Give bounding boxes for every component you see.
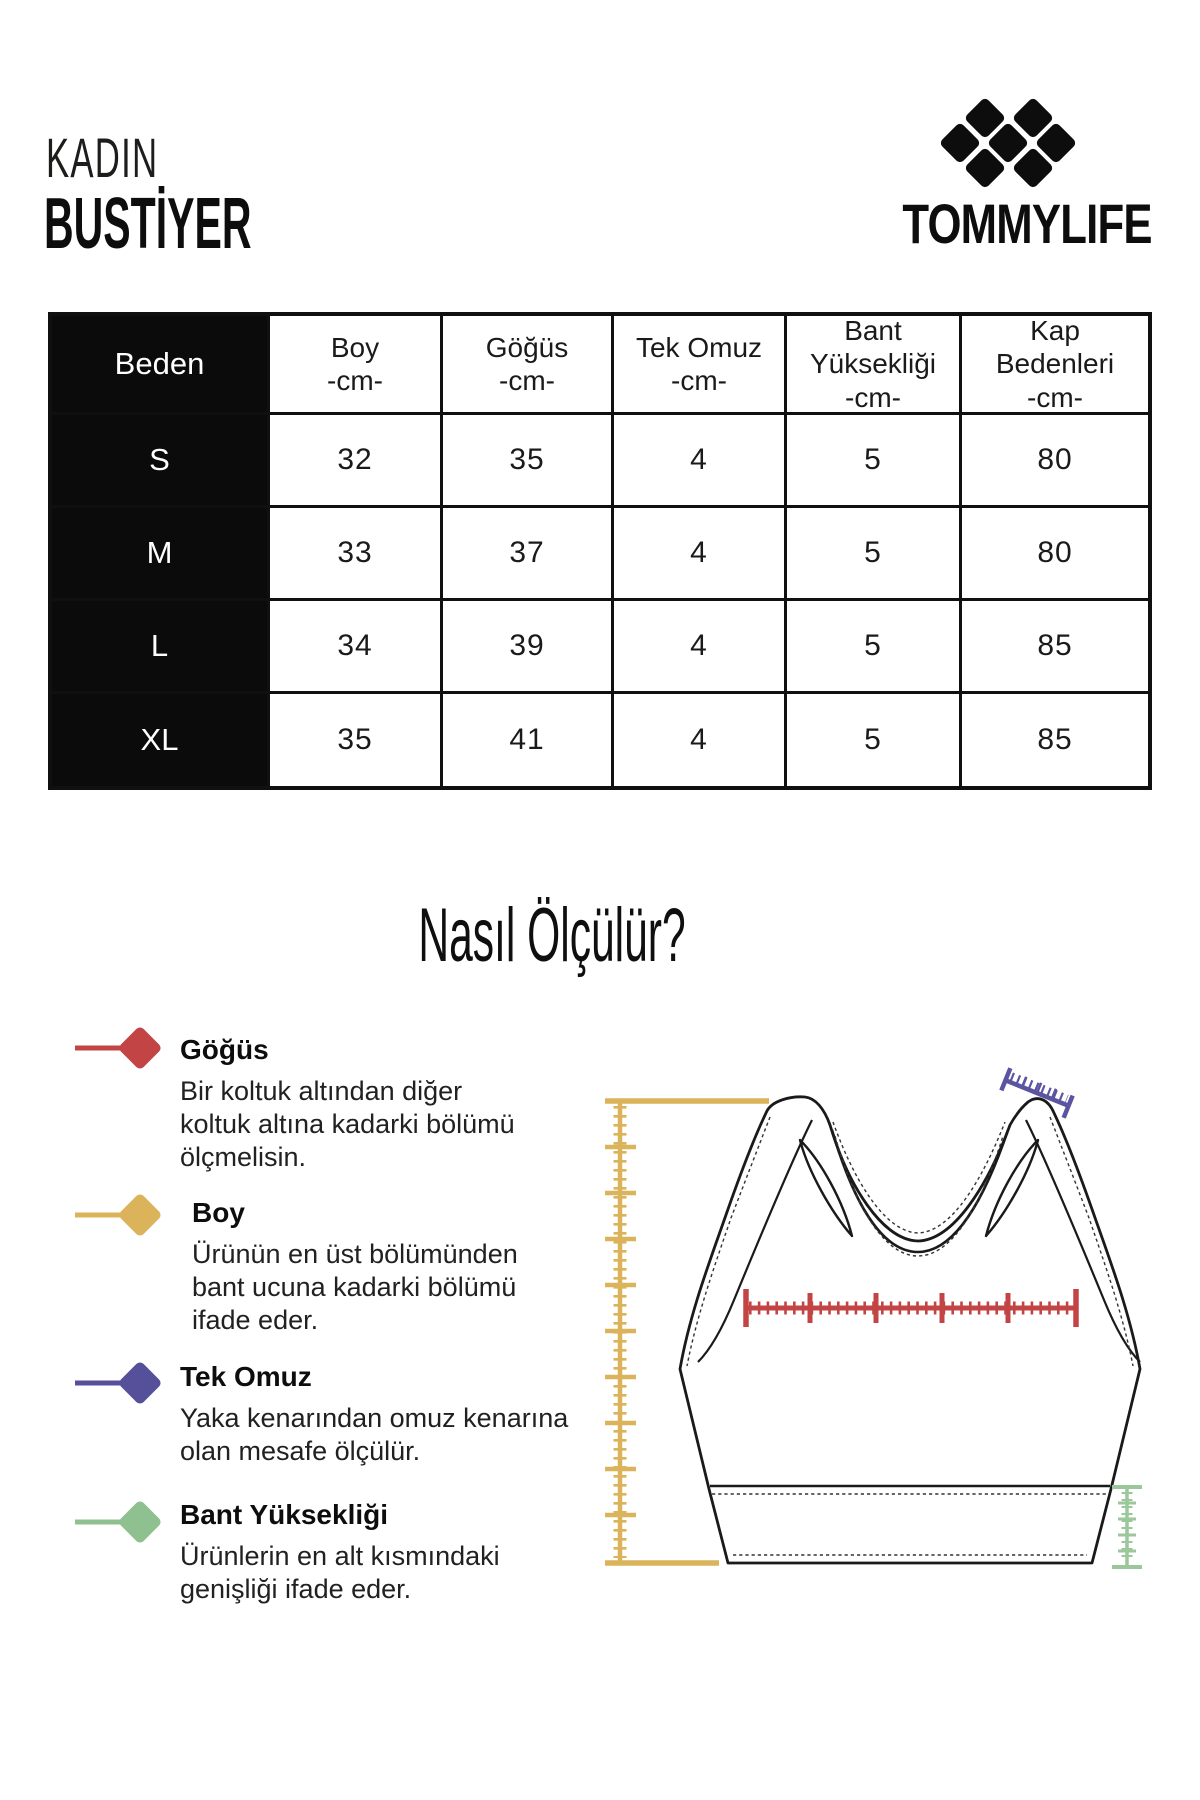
table-cell: 80 <box>962 415 1148 505</box>
table-cell: 5 <box>787 415 959 505</box>
legend-title: Boy <box>192 1197 245 1228</box>
column-header-tek-omuz: Tek Omuz -cm- <box>614 316 784 412</box>
row-label-m: M <box>52 508 267 598</box>
table-cell: 85 <box>962 601 1148 691</box>
table-corner-header: Beden <box>52 316 267 412</box>
legend-title: Bant Yüksekliği <box>180 1499 389 1530</box>
tek-omuz-diamond-icon <box>75 1341 175 1425</box>
table-cell: 80 <box>962 508 1148 598</box>
table-cell: 4 <box>614 601 784 691</box>
legend-description: Ürünlerin en alt kısmındaki genişliği ifade eder. <box>180 1541 500 1604</box>
boy-diamond-icon <box>75 1173 175 1257</box>
product-title: BUSTİYER <box>44 184 252 264</box>
bant-yuksekligi-ruler <box>1112 1487 1142 1567</box>
table-cell: 4 <box>614 694 784 786</box>
table-cell: 34 <box>270 601 440 691</box>
table-cell: 5 <box>787 694 959 786</box>
column-header-bant-yuksekligi: Bant Yüksekliği -cm- <box>787 316 959 412</box>
table-cell: 32 <box>270 415 440 505</box>
measurement-illustration <box>560 1060 1200 1620</box>
table-cell: 4 <box>614 415 784 505</box>
table-cell: 5 <box>787 508 959 598</box>
section-title: Nasıl Ölçülür? <box>418 893 686 978</box>
brand-wordmark: TOMMYLIFE <box>902 192 1152 255</box>
table-cell: 4 <box>614 508 784 598</box>
gogus-diamond-icon <box>75 1006 175 1090</box>
category-label: KADIN <box>46 126 159 189</box>
column-header-gogus: Göğüs -cm- <box>443 316 611 412</box>
column-header-boy: Boy -cm- <box>270 316 440 412</box>
legend-title: Tek Omuz <box>180 1361 312 1392</box>
bant-yuksekligi-diamond-icon <box>75 1480 175 1564</box>
legend-description: Yaka kenarından omuz kenarına olan mesafe ölçülür. <box>180 1403 569 1466</box>
table-cell: 39 <box>443 601 611 691</box>
legend-title: Göğüs <box>180 1034 269 1065</box>
legend-description: Bir koltuk altından diğer koltuk altına kadarki bölümü ölçmelisin. <box>180 1076 515 1172</box>
table-cell: 41 <box>443 694 611 786</box>
table-cell: 33 <box>270 508 440 598</box>
column-header-kap-bedenleri: Kap Bedenleri -cm- <box>962 316 1148 412</box>
size-table <box>48 312 1152 790</box>
table-cell: 85 <box>962 694 1148 786</box>
legend-description: Ürünün en üst bölümünden bant ucuna kadarki bölümü ifade eder. <box>192 1239 518 1335</box>
brand-logo-icon <box>938 96 1078 190</box>
bustier-drawing <box>680 1097 1140 1563</box>
row-label-l: L <box>52 601 267 691</box>
row-label-s: S <box>52 415 267 505</box>
table-cell: 5 <box>787 601 959 691</box>
table-cell: 35 <box>443 415 611 505</box>
table-cell: 37 <box>443 508 611 598</box>
table-cell: 35 <box>270 694 440 786</box>
row-label-xl: XL <box>52 694 267 786</box>
